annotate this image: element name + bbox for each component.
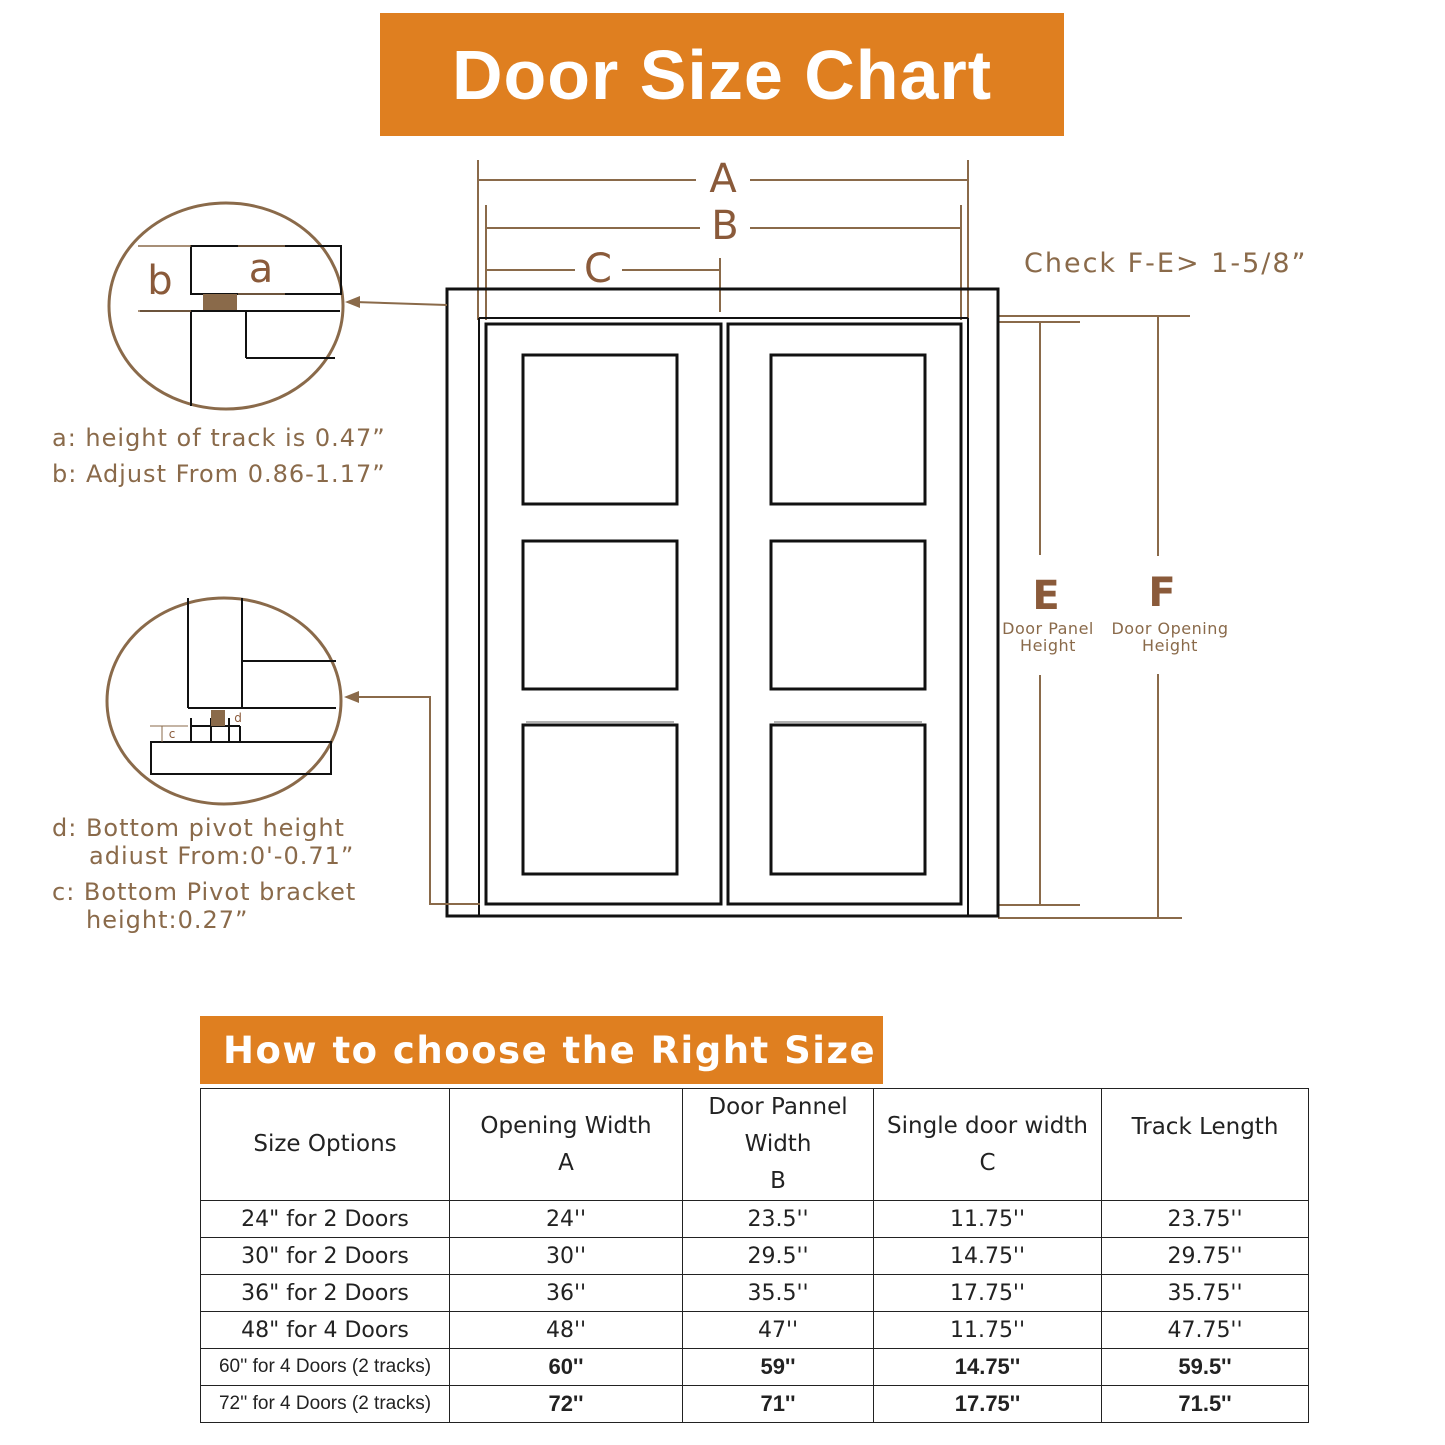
table-header-row [201, 1089, 1309, 1201]
check-note: Check F-E> 1-5/8” [1024, 248, 1308, 279]
cell-opening-width: 72'' [450, 1386, 683, 1423]
cell-single-door-width: 17.75'' [874, 1275, 1102, 1312]
cell-panel-width: 71'' [683, 1386, 874, 1423]
cell-single-door-width: 14.75'' [874, 1349, 1102, 1386]
table-row [201, 1238, 1309, 1275]
cell-track-length: 59.5'' [1102, 1349, 1309, 1386]
cell-single-door-width: 11.75'' [874, 1201, 1102, 1238]
page-title: Door Size Chart [451, 35, 993, 114]
f-caption [1106, 620, 1234, 654]
cell-single-door-width: 17.75'' [874, 1386, 1102, 1423]
door-frame [447, 289, 998, 916]
e-caption [996, 620, 1100, 654]
cell-panel-width: 23.5'' [683, 1201, 874, 1238]
right-door-pane-bottom [771, 725, 925, 874]
bottom-detail-pointer [344, 691, 480, 904]
note-pivot-height: d: Bottom pivot height [52, 814, 345, 842]
left-door-pane-top [523, 355, 677, 504]
left-door-pane-bottom [523, 725, 677, 874]
e-caption-line2: Height [1020, 636, 1076, 655]
left-door-pane-middle [523, 541, 677, 689]
cell-panel-width: 59'' [683, 1349, 874, 1386]
header-track-length: Track Length [1102, 1089, 1309, 1201]
header-size-options: Size Options [201, 1089, 450, 1201]
f-caption-line2: Height [1142, 636, 1198, 655]
cell-track-length: 35.75'' [1102, 1275, 1309, 1312]
right-door-pane-top [771, 355, 925, 504]
dim-f-label: F [1148, 570, 1176, 616]
dim-a-label: A [709, 156, 737, 202]
cell-panel-width: 47'' [683, 1312, 874, 1349]
cell-single-door-width: 11.75'' [874, 1312, 1102, 1349]
detail-c-label: c [168, 727, 176, 741]
cell-size-option: 24" for 2 Doors [201, 1201, 450, 1238]
subtitle: How to choose the Right Size [223, 1028, 877, 1072]
cell-opening-width: 30'' [450, 1238, 683, 1275]
header-opening-width: Opening Width A [450, 1089, 683, 1201]
cell-track-length: 29.75'' [1102, 1238, 1309, 1275]
table-row [201, 1201, 1309, 1238]
note-track-height: a: height of track is 0.47” [52, 424, 386, 452]
right-door-pane-middle [771, 541, 925, 689]
table-row [201, 1275, 1309, 1312]
detail-b-label: b [147, 258, 173, 304]
header-panel-width: Door Pannel Width B [683, 1089, 874, 1201]
f-caption-line1: Door Opening [1111, 619, 1229, 638]
cell-size-option: 72'' for 4 Doors (2 tracks) [201, 1386, 450, 1423]
detail-a-label: a [248, 246, 274, 292]
cell-opening-width: 36'' [450, 1275, 683, 1312]
cell-opening-width: 60'' [450, 1349, 683, 1386]
dim-e-label: E [1032, 573, 1060, 619]
cell-track-length: 71.5'' [1102, 1386, 1309, 1423]
cell-size-option: 30" for 2 Doors [201, 1238, 450, 1275]
e-caption-line1: Door Panel [1002, 619, 1094, 638]
note-adjust-range: b: Adjust From 0.86-1.17” [52, 460, 386, 488]
table-row [201, 1312, 1309, 1349]
cell-single-door-width: 14.75'' [874, 1238, 1102, 1275]
cell-opening-width: 24'' [450, 1201, 683, 1238]
cell-panel-width: 29.5'' [683, 1238, 874, 1275]
dim-c-label: C [584, 246, 612, 292]
top-track-detail [109, 203, 343, 409]
cell-size-option: 60'' for 4 Doors (2 tracks) [201, 1349, 450, 1386]
cell-panel-width: 35.5'' [683, 1275, 874, 1312]
detail-d-label: d [234, 711, 242, 725]
cell-track-length: 23.75'' [1102, 1201, 1309, 1238]
left-door-panel [486, 324, 721, 904]
table-row [201, 1349, 1309, 1386]
dim-b-label: B [711, 203, 739, 249]
cell-opening-width: 48'' [450, 1312, 683, 1349]
cell-track-length: 47.75'' [1102, 1312, 1309, 1349]
table-row [201, 1386, 1309, 1423]
bottom-pivot-detail [107, 598, 341, 804]
cell-size-option: 36" for 2 Doors [201, 1275, 450, 1312]
note-bracket: c: Bottom Pivot bracket [52, 878, 357, 906]
size-table [200, 1088, 1309, 1423]
note-bracket-height: height:0.27” [86, 906, 249, 934]
cell-size-option: 48" for 4 Doors [201, 1312, 450, 1349]
top-detail-pointer [345, 296, 447, 308]
note-pivot-adjust: adiust From:0'-0.71” [89, 842, 355, 870]
subtitle-banner [200, 1016, 883, 1084]
header-single-door-width: Single door width C [874, 1089, 1102, 1201]
